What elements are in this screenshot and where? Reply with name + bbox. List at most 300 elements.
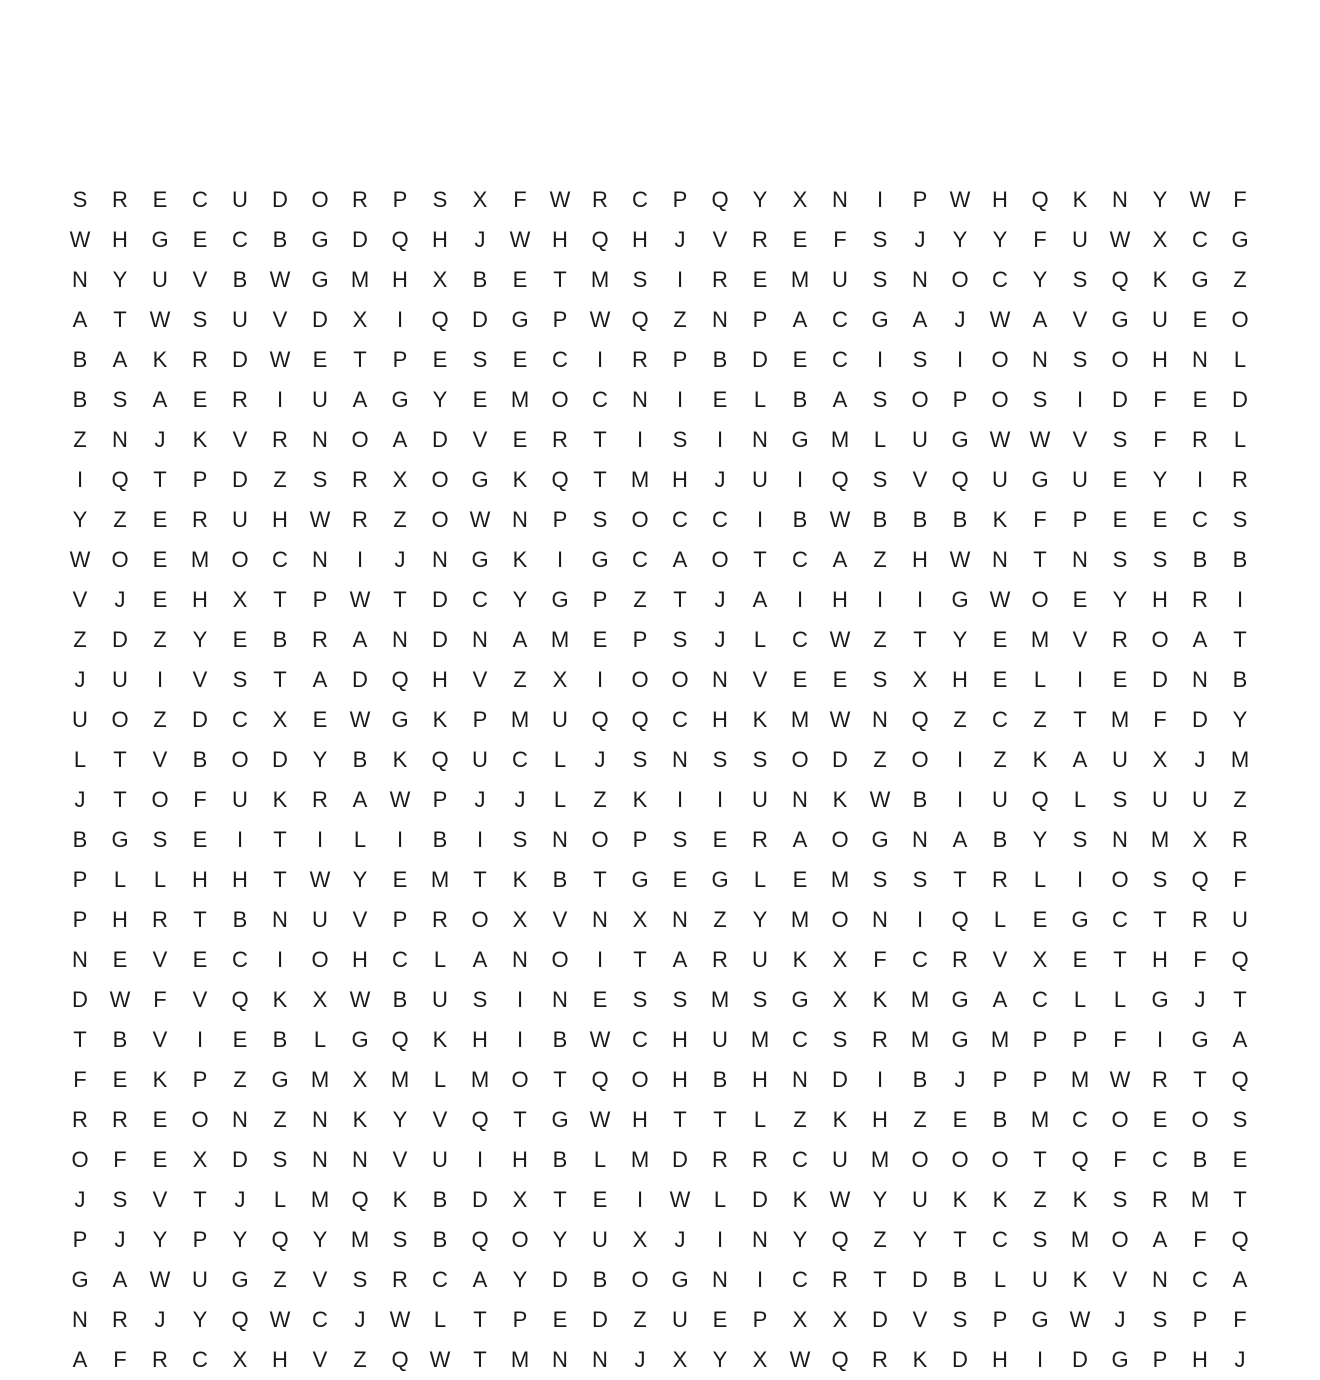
letter-cell[interactable]: C xyxy=(1192,227,1208,252)
letter-cell[interactable]: B xyxy=(472,267,488,292)
letter-cell[interactable]: V xyxy=(72,587,88,612)
letter-cell[interactable]: D xyxy=(472,307,488,332)
letter-cell[interactable]: J xyxy=(474,787,486,812)
letter-cell[interactable]: U xyxy=(432,1147,448,1172)
letter-cell[interactable]: A xyxy=(312,667,328,692)
letter-cell[interactable]: P xyxy=(752,1307,768,1332)
letter-cell[interactable]: U xyxy=(312,387,328,412)
letter-cell[interactable]: X xyxy=(272,707,288,732)
letter-cell[interactable]: Y xyxy=(232,1227,248,1252)
letter-cell[interactable]: Z xyxy=(153,627,167,652)
letter-cell[interactable]: P xyxy=(192,1227,208,1252)
letter-cell[interactable]: L xyxy=(1073,787,1087,812)
letter-cell[interactable]: L xyxy=(353,827,367,852)
letter-cell[interactable]: I xyxy=(1076,667,1084,692)
letter-cell[interactable]: V xyxy=(312,1267,328,1292)
letter-cell[interactable]: V xyxy=(552,907,568,932)
letter-cell[interactable]: S xyxy=(1152,1307,1168,1332)
letter-cell[interactable]: D xyxy=(952,1347,968,1372)
letter-cell[interactable]: O xyxy=(591,827,609,852)
letter-cell[interactable]: M xyxy=(1230,747,1250,772)
letter-cell[interactable]: H xyxy=(832,587,848,612)
letter-cell[interactable]: B xyxy=(952,507,968,532)
letter-cell[interactable]: E xyxy=(792,347,808,372)
letter-cell[interactable]: W xyxy=(349,707,371,732)
letter-cell[interactable]: N xyxy=(1192,347,1208,372)
letter-cell[interactable]: Y xyxy=(792,1227,808,1252)
letter-cell[interactable]: O xyxy=(231,747,249,772)
letter-cell[interactable]: M xyxy=(1030,627,1050,652)
letter-cell[interactable]: E xyxy=(712,827,728,852)
letter-cell[interactable]: Y xyxy=(72,507,88,532)
letter-cell[interactable]: E xyxy=(512,267,528,292)
letter-cell[interactable]: I xyxy=(1076,387,1084,412)
letter-cell[interactable]: A xyxy=(112,1267,128,1292)
letter-cell[interactable]: N xyxy=(552,1347,568,1372)
letter-cell[interactable]: G xyxy=(591,547,609,572)
letter-cell[interactable]: K xyxy=(992,1187,1008,1212)
letter-cell[interactable]: Y xyxy=(1232,707,1248,732)
letter-cell[interactable]: A xyxy=(72,1347,88,1372)
letter-cell[interactable]: N xyxy=(352,1147,368,1172)
letter-cell[interactable]: T xyxy=(113,747,127,772)
letter-cell[interactable]: Q xyxy=(391,667,409,692)
letter-cell[interactable]: U xyxy=(992,467,1008,492)
letter-cell[interactable]: J xyxy=(74,787,86,812)
letter-cell[interactable]: U xyxy=(592,1227,608,1252)
letter-cell[interactable]: T xyxy=(273,827,287,852)
letter-cell[interactable]: M xyxy=(590,267,610,292)
letter-cell[interactable]: N xyxy=(312,427,328,452)
letter-cell[interactable]: B xyxy=(552,867,568,892)
letter-cell[interactable]: P xyxy=(72,907,88,932)
letter-cell[interactable]: S xyxy=(1112,787,1128,812)
letter-cell[interactable]: R xyxy=(312,787,328,812)
letter-cell[interactable]: R xyxy=(1232,827,1248,852)
letter-cell[interactable]: W xyxy=(309,867,331,892)
letter-cell[interactable]: R xyxy=(152,1347,168,1372)
letter-cell[interactable]: U xyxy=(832,1147,848,1172)
letter-cell[interactable]: D xyxy=(192,707,208,732)
letter-cell[interactable]: S xyxy=(872,867,888,892)
letter-cell[interactable]: U xyxy=(992,787,1008,812)
letter-cell[interactable]: A xyxy=(792,307,808,332)
letter-cell[interactable]: I xyxy=(756,1267,764,1292)
letter-cell[interactable]: G xyxy=(1151,987,1169,1012)
letter-cell[interactable]: C xyxy=(1072,1107,1088,1132)
letter-cell[interactable]: U xyxy=(1072,227,1088,252)
letter-cell[interactable]: N xyxy=(992,547,1008,572)
letter-cell[interactable]: C xyxy=(912,947,928,972)
letter-cell[interactable]: A xyxy=(672,947,688,972)
letter-cell[interactable]: U xyxy=(1152,787,1168,812)
letter-cell[interactable]: E xyxy=(432,347,448,372)
letter-cell[interactable]: N xyxy=(232,1107,248,1132)
letter-cell[interactable]: Y xyxy=(952,227,968,252)
letter-cell[interactable]: R xyxy=(352,187,368,212)
letter-cell[interactable]: U xyxy=(72,707,88,732)
letter-cell[interactable]: Q xyxy=(391,1347,409,1372)
letter-cell[interactable]: O xyxy=(231,547,249,572)
letter-cell[interactable]: O xyxy=(631,667,649,692)
letter-cell[interactable]: R xyxy=(1112,627,1128,652)
letter-cell[interactable]: T xyxy=(1033,1147,1047,1172)
letter-cell[interactable]: P xyxy=(552,507,568,532)
letter-cell[interactable]: T xyxy=(473,1347,487,1372)
letter-cell[interactable]: U xyxy=(232,507,248,532)
letter-cell[interactable]: U xyxy=(1072,467,1088,492)
letter-cell[interactable]: P xyxy=(592,587,608,612)
letter-cell[interactable]: I xyxy=(796,587,804,612)
letter-cell[interactable]: F xyxy=(833,227,847,252)
letter-cell[interactable]: S xyxy=(432,187,448,212)
letter-cell[interactable]: U xyxy=(152,267,168,292)
letter-cell[interactable]: K xyxy=(512,467,528,492)
letter-cell[interactable]: A xyxy=(472,947,488,972)
letter-cell[interactable]: H xyxy=(672,1067,688,1092)
letter-cell[interactable]: V xyxy=(1072,427,1088,452)
letter-cell[interactable]: W xyxy=(269,267,291,292)
letter-cell[interactable]: O xyxy=(1191,1107,1209,1132)
letter-cell[interactable]: N xyxy=(712,1267,728,1292)
letter-cell[interactable]: O xyxy=(791,747,809,772)
letter-cell[interactable]: C xyxy=(992,267,1008,292)
letter-cell[interactable]: R xyxy=(872,1027,888,1052)
letter-cell[interactable]: Q xyxy=(391,227,409,252)
letter-cell[interactable]: V xyxy=(912,467,928,492)
letter-cell[interactable]: S xyxy=(232,667,248,692)
letter-cell[interactable]: E xyxy=(232,627,248,652)
letter-cell[interactable]: Y xyxy=(1112,587,1128,612)
letter-cell[interactable]: I xyxy=(316,827,324,852)
letter-cell[interactable]: G xyxy=(231,1267,249,1292)
letter-cell[interactable]: F xyxy=(1233,1307,1247,1332)
letter-cell[interactable]: N xyxy=(312,547,328,572)
letter-cell[interactable]: L xyxy=(713,1187,727,1212)
letter-cell[interactable]: J xyxy=(914,227,926,252)
letter-cell[interactable]: O xyxy=(311,187,329,212)
letter-cell[interactable]: N xyxy=(592,907,608,932)
letter-cell[interactable]: Z xyxy=(273,1267,287,1292)
letter-cell[interactable]: F xyxy=(153,987,167,1012)
letter-cell[interactable]: P xyxy=(672,187,688,212)
letter-cell[interactable]: G xyxy=(391,707,409,732)
letter-cell[interactable]: I xyxy=(916,907,924,932)
letter-cell[interactable]: E xyxy=(192,227,208,252)
letter-cell[interactable]: E xyxy=(1112,667,1128,692)
letter-cell[interactable]: T xyxy=(553,267,567,292)
letter-cell[interactable]: I xyxy=(716,787,724,812)
letter-cell[interactable]: N xyxy=(712,307,728,332)
letter-cell[interactable]: Q xyxy=(711,187,729,212)
letter-cell[interactable]: R xyxy=(1152,1187,1168,1212)
letter-cell[interactable]: W xyxy=(469,507,491,532)
letter-cell[interactable]: A xyxy=(72,307,88,332)
letter-cell[interactable]: H xyxy=(672,467,688,492)
letter-cell[interactable]: C xyxy=(272,547,288,572)
letter-cell[interactable]: P xyxy=(72,1227,88,1252)
letter-cell[interactable]: Q xyxy=(1231,1067,1249,1092)
letter-cell[interactable]: N xyxy=(752,1227,768,1252)
letter-cell[interactable]: O xyxy=(631,507,649,532)
letter-cell[interactable]: E xyxy=(512,347,528,372)
letter-cell[interactable]: K xyxy=(752,707,768,732)
letter-cell[interactable]: M xyxy=(510,707,530,732)
letter-cell[interactable]: N xyxy=(672,907,688,932)
letter-cell[interactable]: E xyxy=(152,507,168,532)
letter-cell[interactable]: T xyxy=(713,1107,727,1132)
letter-cell[interactable]: T xyxy=(273,867,287,892)
letter-cell[interactable]: A xyxy=(992,987,1008,1012)
letter-cell[interactable]: X xyxy=(472,187,488,212)
letter-cell[interactable]: D xyxy=(1072,1347,1088,1372)
letter-cell[interactable]: I xyxy=(276,387,284,412)
letter-cell[interactable]: Y xyxy=(912,1227,928,1252)
letter-cell[interactable]: M xyxy=(1070,1067,1090,1092)
letter-cell[interactable]: G xyxy=(871,307,889,332)
letter-cell[interactable]: Q xyxy=(231,1307,249,1332)
letter-cell[interactable]: F xyxy=(1033,507,1047,532)
letter-cell[interactable]: Z xyxy=(1033,1187,1047,1212)
letter-cell[interactable]: G xyxy=(551,587,569,612)
letter-cell[interactable]: W xyxy=(389,787,411,812)
letter-cell[interactable]: R xyxy=(952,947,968,972)
letter-cell[interactable]: S xyxy=(912,347,928,372)
letter-cell[interactable]: R xyxy=(832,1267,848,1292)
letter-cell[interactable]: K xyxy=(392,747,408,772)
letter-cell[interactable]: X xyxy=(432,267,448,292)
letter-cell[interactable]: E xyxy=(552,1307,568,1332)
letter-cell[interactable]: J xyxy=(74,1187,86,1212)
letter-cell[interactable]: G xyxy=(471,467,489,492)
letter-cell[interactable]: G xyxy=(511,307,529,332)
letter-cell[interactable]: M xyxy=(630,467,650,492)
letter-cell[interactable]: U xyxy=(752,787,768,812)
letter-cell[interactable]: X xyxy=(352,1067,368,1092)
letter-cell[interactable]: U xyxy=(1232,907,1248,932)
letter-cell[interactable]: Q xyxy=(431,747,449,772)
letter-cell[interactable]: E xyxy=(512,427,528,452)
letter-cell[interactable]: O xyxy=(471,907,489,932)
letter-cell[interactable]: C xyxy=(512,747,528,772)
letter-cell[interactable]: K xyxy=(192,427,208,452)
letter-cell[interactable]: F xyxy=(113,1347,127,1372)
letter-cell[interactable]: H xyxy=(192,867,208,892)
letter-cell[interactable]: B xyxy=(432,1227,448,1252)
letter-cell[interactable]: Z xyxy=(113,507,127,532)
letter-cell[interactable]: E xyxy=(792,227,808,252)
letter-cell[interactable]: I xyxy=(876,347,884,372)
letter-cell[interactable]: B xyxy=(432,1187,448,1212)
letter-cell[interactable]: D xyxy=(912,1267,928,1292)
letter-cell[interactable]: F xyxy=(873,947,887,972)
letter-cell[interactable]: K xyxy=(152,347,168,372)
letter-cell[interactable]: U xyxy=(712,1027,728,1052)
letter-cell[interactable]: L xyxy=(1113,987,1127,1012)
letter-cell[interactable]: D xyxy=(232,347,248,372)
letter-cell[interactable]: N xyxy=(1152,1267,1168,1292)
letter-cell[interactable]: E xyxy=(472,387,488,412)
letter-cell[interactable]: D xyxy=(72,987,88,1012)
letter-cell[interactable]: Q xyxy=(1231,947,1249,972)
letter-cell[interactable]: T xyxy=(1153,907,1167,932)
letter-cell[interactable]: K xyxy=(512,547,528,572)
letter-cell[interactable]: X xyxy=(752,1347,768,1372)
letter-cell[interactable]: A xyxy=(352,627,368,652)
letter-cell[interactable]: S xyxy=(1072,827,1088,852)
letter-cell[interactable]: C xyxy=(632,547,648,572)
letter-cell[interactable]: E xyxy=(192,947,208,972)
letter-cell[interactable]: G xyxy=(1031,1307,1049,1332)
letter-cell[interactable]: P xyxy=(1072,1027,1088,1052)
letter-cell[interactable]: S xyxy=(632,987,648,1012)
letter-cell[interactable]: L xyxy=(433,947,447,972)
letter-cell[interactable]: W xyxy=(829,627,851,652)
letter-cell[interactable]: A xyxy=(1232,1027,1248,1052)
letter-cell[interactable]: N xyxy=(792,1067,808,1092)
letter-cell[interactable]: R xyxy=(632,347,648,372)
letter-cell[interactable]: S xyxy=(672,427,688,452)
letter-cell[interactable]: A xyxy=(1032,307,1048,332)
letter-cell[interactable]: R xyxy=(152,907,168,932)
letter-cell[interactable]: Q xyxy=(1031,187,1049,212)
letter-cell[interactable]: E xyxy=(1072,587,1088,612)
letter-cell[interactable]: D xyxy=(312,307,328,332)
letter-cell[interactable]: S xyxy=(112,387,128,412)
letter-cell[interactable]: J xyxy=(154,1307,166,1332)
letter-cell[interactable]: X xyxy=(632,907,648,932)
letter-cell[interactable]: H xyxy=(352,947,368,972)
letter-cell[interactable]: K xyxy=(992,507,1008,532)
letter-cell[interactable]: T xyxy=(953,867,967,892)
letter-cell[interactable]: J xyxy=(1194,987,1206,1012)
letter-cell[interactable]: O xyxy=(911,387,929,412)
letter-cell[interactable]: M xyxy=(350,267,370,292)
letter-cell[interactable]: A xyxy=(512,627,528,652)
letter-cell[interactable]: L xyxy=(1233,427,1247,452)
letter-cell[interactable]: J xyxy=(594,747,606,772)
letter-cell[interactable]: Q xyxy=(431,307,449,332)
letter-cell[interactable]: S xyxy=(1072,347,1088,372)
letter-cell[interactable]: M xyxy=(1070,1227,1090,1252)
letter-cell[interactable]: E xyxy=(192,387,208,412)
letter-cell[interactable]: R xyxy=(352,507,368,532)
letter-cell[interactable]: L xyxy=(1233,347,1247,372)
letter-cell[interactable]: N xyxy=(1072,547,1088,572)
letter-cell[interactable]: P xyxy=(392,187,408,212)
letter-cell[interactable]: K xyxy=(632,787,648,812)
letter-cell[interactable]: A xyxy=(832,387,848,412)
letter-cell[interactable]: N xyxy=(712,667,728,692)
letter-cell[interactable]: F xyxy=(1153,707,1167,732)
letter-cell[interactable]: Q xyxy=(911,707,929,732)
letter-cell[interactable]: R xyxy=(392,1267,408,1292)
letter-cell[interactable]: Q xyxy=(391,1027,409,1052)
letter-cell[interactable]: W xyxy=(1189,187,1211,212)
letter-cell[interactable]: N xyxy=(392,627,408,652)
letter-cell[interactable]: A xyxy=(1152,1227,1168,1252)
letter-cell[interactable]: O xyxy=(991,347,1009,372)
letter-cell[interactable]: V xyxy=(152,947,168,972)
letter-cell[interactable]: H xyxy=(1152,947,1168,972)
letter-cell[interactable]: E xyxy=(832,667,848,692)
letter-cell[interactable]: B xyxy=(592,1267,608,1292)
letter-cell[interactable]: L xyxy=(753,867,767,892)
letter-cell[interactable]: O xyxy=(951,1147,969,1172)
letter-cell[interactable]: Q xyxy=(1191,867,1209,892)
letter-cell[interactable]: J xyxy=(114,587,126,612)
letter-cell[interactable]: K xyxy=(1072,1267,1088,1292)
letter-cell[interactable]: V xyxy=(152,747,168,772)
letter-cell[interactable]: T xyxy=(473,1307,487,1332)
letter-cell[interactable]: P xyxy=(992,1067,1008,1092)
letter-cell[interactable]: S xyxy=(1112,427,1128,452)
letter-cell[interactable]: G xyxy=(271,1067,289,1092)
letter-cell[interactable]: R xyxy=(1192,427,1208,452)
letter-cell[interactable]: S xyxy=(352,1267,368,1292)
letter-cell[interactable]: D xyxy=(352,667,368,692)
letter-cell[interactable]: Q xyxy=(471,1107,489,1132)
letter-cell[interactable]: C xyxy=(712,507,728,532)
letter-cell[interactable]: E xyxy=(712,1307,728,1332)
letter-cell[interactable]: T xyxy=(273,667,287,692)
letter-cell[interactable]: I xyxy=(516,1027,524,1052)
letter-cell[interactable]: W xyxy=(309,507,331,532)
letter-cell[interactable]: G xyxy=(311,227,329,252)
letter-cell[interactable]: K xyxy=(272,987,288,1012)
letter-cell[interactable]: Z xyxy=(673,307,687,332)
letter-cell[interactable]: X xyxy=(1152,747,1168,772)
letter-cell[interactable]: Y xyxy=(712,1347,728,1372)
letter-cell[interactable]: M xyxy=(790,267,810,292)
letter-cell[interactable]: K xyxy=(1032,747,1048,772)
letter-cell[interactable]: D xyxy=(232,1147,248,1172)
letter-cell[interactable]: W xyxy=(789,1347,811,1372)
letter-cell[interactable]: U xyxy=(1152,307,1168,332)
letter-cell[interactable]: W xyxy=(269,1307,291,1332)
letter-cell[interactable]: E xyxy=(1192,307,1208,332)
letter-cell[interactable]: W xyxy=(989,307,1011,332)
letter-cell[interactable]: W xyxy=(1109,1067,1131,1092)
letter-cell[interactable]: S xyxy=(1072,267,1088,292)
letter-cell[interactable]: U xyxy=(232,307,248,332)
letter-cell[interactable]: M xyxy=(310,1187,330,1212)
letter-cell[interactable]: Q xyxy=(631,707,649,732)
letter-cell[interactable]: D xyxy=(112,627,128,652)
letter-cell[interactable]: A xyxy=(152,387,168,412)
letter-cell[interactable]: H xyxy=(112,907,128,932)
letter-cell[interactable]: A xyxy=(392,427,408,452)
letter-cell[interactable]: Z xyxy=(1033,707,1047,732)
letter-cell[interactable]: B xyxy=(112,1027,128,1052)
letter-cell[interactable]: H xyxy=(872,1107,888,1132)
letter-cell[interactable]: L xyxy=(753,627,767,652)
letter-cell[interactable]: M xyxy=(910,987,930,1012)
letter-cell[interactable]: I xyxy=(956,747,964,772)
letter-cell[interactable]: E xyxy=(112,1067,128,1092)
letter-cell[interactable]: N xyxy=(552,987,568,1012)
letter-cell[interactable]: P xyxy=(512,1307,528,1332)
letter-cell[interactable]: H xyxy=(672,1027,688,1052)
letter-cell[interactable]: N xyxy=(72,267,88,292)
letter-cell[interactable]: S xyxy=(872,387,888,412)
letter-cell[interactable]: Y xyxy=(392,1107,408,1132)
letter-cell[interactable]: Y xyxy=(872,1187,888,1212)
letter-cell[interactable]: C xyxy=(1152,1147,1168,1172)
letter-cell[interactable]: Q xyxy=(591,1067,609,1092)
letter-cell[interactable]: C xyxy=(792,627,808,652)
letter-cell[interactable]: F xyxy=(1193,1227,1207,1252)
